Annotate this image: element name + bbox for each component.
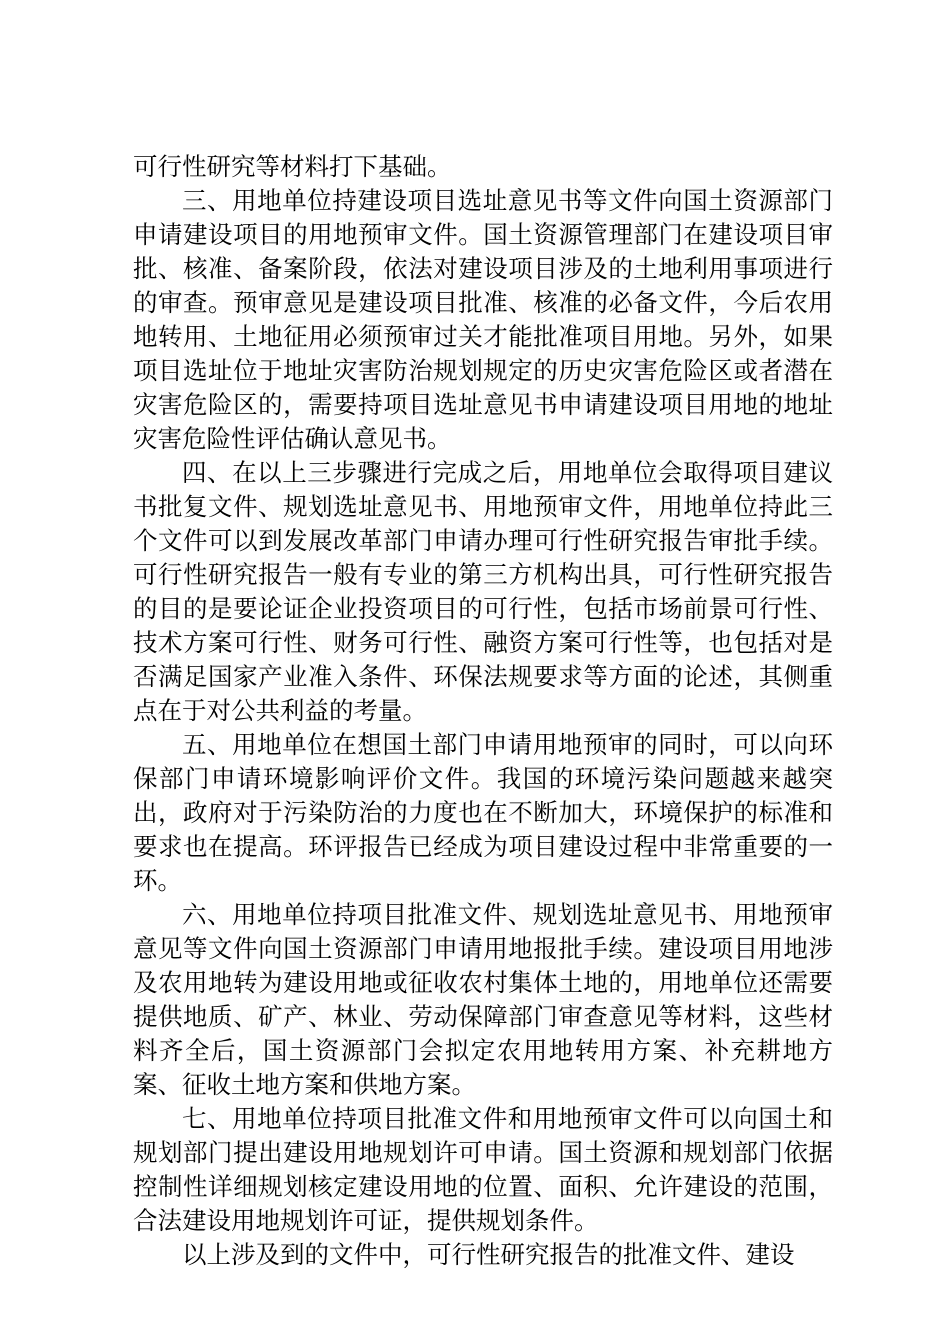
paragraph-step-seven: 七、用地单位持项目批准文件和用地预审文件可以向国土和规划部门提出建设用地规划许可申请。国土资源和规划部门依据控制性详细规划核定建设用地的位置、面积、允许建设的范围，合法建设用地规划许可证，提供规划条件。 [133,1104,833,1235]
document-body [133,150,833,1272]
paragraph-step-four: 四、在以上三步骤进行完成之后，用地单位会取得项目建议书批复文件、规划选址意见书、用地预审文件，用地单位持此三个文件可以到发展改革部门申请办理可行性研究报告审批手续。可行性研究报告一般有专业的第三方机构出具，可行性研究报告的目的是要论证企业投资项目的可行性，包括市场前景可行性、技术方案可行性、财务可行性、融资方案可行性等，也包括对是否满足国家产业准入条件、环保法规要求等方面的论述，其侧重点在于对公共利益的考量。 [133,458,833,725]
paragraph-step-five: 五、用地单位在想国土部门申请用地预审的同时，可以向环保部门申请环境影响评价文件。我国的环境污染问题越来越突出，政府对于污染防治的力度也在不断加大，环境保护的标准和要求也在提高。环评报告已经成为项目建设过程中非常重要的一环。 [133,730,833,895]
paragraph-summary: 以上涉及到的文件中，可行性研究报告的批准文件、建设 [182,1240,795,1269]
paragraph-step-three: 三、用地单位持建设项目选址意见书等文件向国土资源部门申请建设项目的用地预审文件。国土资源管理部门在建设项目审批、核准、备案阶段，依法对建设项目涉及的土地利用事项进行的审查。预审意见是建设项目批准、核准的必备文件，今后农用地转用、土地征用必须预审过关才能批准项目用地。另外，如果项目选址位于地址灾害防治规划规定的历史灾害危险区或者潜在灾害危险区的，需要持项目选址意见书申请建设项目用地的地址灾害危险性评估确认意见书。 [133,186,833,453]
paragraph-step-six: 六、用地单位持项目批准文件、规划选址意见书、用地预审意见等文件向国土资源部门申请用地报批手续。建设项目用地涉及农用地转为建设用地或征收农村集体土地的，用地单位还需要提供地质、矿产、林业、劳动保障部门审查意见等材料，这些材料齐全后，国土资源部门会拟定农用地转用方案、补充耕地方案、征收土地方案和供地方案。 [133,900,833,1099]
paragraph-continuation: 可行性研究等材料打下基础。 [133,152,452,181]
